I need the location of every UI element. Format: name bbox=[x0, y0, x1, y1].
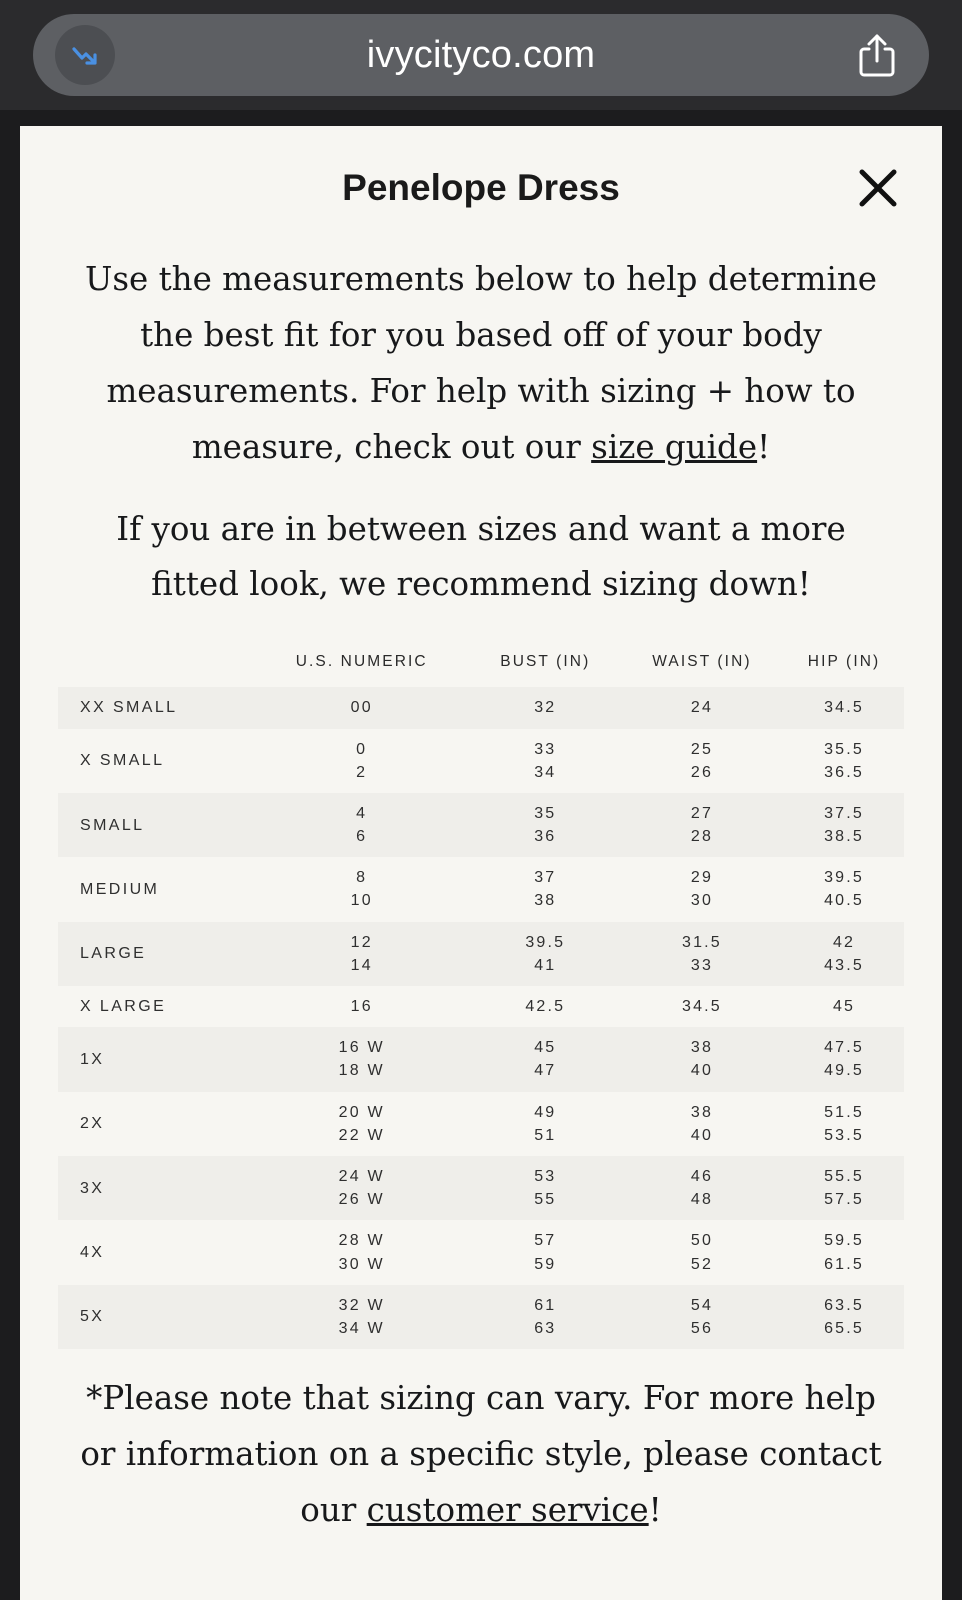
cell-hip: 51.5 53.5 bbox=[824, 1103, 865, 1144]
cell-numeric: 24 W 26 W bbox=[338, 1167, 385, 1209]
cell-hip: 55.5 57.5 bbox=[824, 1167, 865, 1209]
intro-paragraph-1 bbox=[72, 252, 890, 476]
customer-service-link[interactable]: customer service bbox=[366, 1490, 649, 1529]
size-guide-link[interactable]: size guide bbox=[591, 427, 758, 466]
cell-bust: 45 47 bbox=[534, 1039, 557, 1080]
cell-numeric: 20 W 22 W bbox=[338, 1103, 385, 1144]
table-row bbox=[58, 986, 904, 1027]
cell-numeric: 00 bbox=[350, 699, 373, 717]
browser-toolbar bbox=[0, 0, 962, 110]
cell-bust: 35 36 bbox=[534, 804, 557, 846]
size-chart-head bbox=[58, 643, 904, 687]
row-label: XX SMALL bbox=[80, 699, 178, 717]
cell-waist: 31.5 33 bbox=[681, 933, 722, 974]
cell-bust: 49 51 bbox=[534, 1103, 557, 1144]
intro-text-after: ! bbox=[757, 427, 771, 466]
cell-numeric: 4 6 bbox=[356, 804, 368, 846]
table-row bbox=[58, 1220, 904, 1284]
footnote-text-after: ! bbox=[648, 1490, 662, 1529]
table-row bbox=[58, 793, 904, 857]
column-header-hip: HIP (IN) bbox=[807, 653, 881, 671]
table-row bbox=[58, 729, 904, 793]
share-icon[interactable] bbox=[847, 25, 907, 85]
table-row bbox=[58, 857, 904, 921]
cell-waist: 38 40 bbox=[690, 1103, 714, 1144]
row-label: 5X bbox=[80, 1308, 105, 1326]
cell-bust: 61 63 bbox=[534, 1296, 557, 1337]
cell-waist: 27 28 bbox=[690, 804, 714, 846]
table-row bbox=[58, 1027, 904, 1091]
table-row bbox=[58, 922, 904, 986]
cell-bust: 37 38 bbox=[534, 869, 557, 910]
cell-bust: 57 59 bbox=[534, 1232, 557, 1273]
chart-down-icon[interactable] bbox=[55, 25, 115, 85]
cell-waist: 50 52 bbox=[690, 1232, 714, 1273]
cell-waist: 38 40 bbox=[690, 1039, 714, 1080]
cell-bust: 33 34 bbox=[534, 740, 557, 781]
cell-hip: 34.5 bbox=[824, 699, 865, 717]
table-row bbox=[58, 1285, 904, 1349]
table-row bbox=[58, 687, 904, 728]
cell-hip: 37.5 38.5 bbox=[824, 804, 865, 846]
cell-numeric: 8 10 bbox=[350, 869, 373, 910]
modal-header bbox=[58, 160, 904, 224]
intro-text-before: Use the measurements below to help determine the best fit for you based off of your body measurements. For help with sizing + how to measure, check out our bbox=[84, 260, 878, 466]
cell-numeric: 12 14 bbox=[350, 933, 373, 974]
cell-waist: 46 48 bbox=[690, 1167, 714, 1209]
row-label: 4X bbox=[80, 1243, 105, 1261]
row-label: X SMALL bbox=[80, 752, 165, 770]
column-header-numeric: U.S. NUMERIC bbox=[295, 653, 428, 671]
cell-hip: 39.5 40.5 bbox=[824, 869, 865, 910]
row-label: 3X bbox=[80, 1179, 105, 1197]
size-chart-modal bbox=[20, 126, 942, 1600]
footnote-text bbox=[64, 1371, 898, 1539]
cell-waist: 24 bbox=[690, 699, 714, 717]
cell-hip: 63.5 65.5 bbox=[824, 1296, 865, 1337]
url-text[interactable]: ivycityco.com bbox=[366, 33, 596, 76]
cell-hip: 47.5 49.5 bbox=[824, 1039, 865, 1080]
row-label: 1X bbox=[80, 1050, 105, 1068]
size-chart-body bbox=[58, 687, 904, 1349]
row-label: MEDIUM bbox=[80, 880, 160, 898]
table-header-row bbox=[58, 643, 904, 687]
close-icon[interactable] bbox=[854, 164, 902, 212]
row-label: 2X bbox=[80, 1115, 105, 1133]
row-label: LARGE bbox=[80, 945, 147, 963]
cell-waist: 29 30 bbox=[690, 869, 714, 910]
cell-bust: 42.5 bbox=[525, 998, 566, 1016]
cell-hip: 42 43.5 bbox=[824, 933, 865, 974]
cell-numeric: 28 W 30 W bbox=[338, 1232, 385, 1273]
address-bar[interactable] bbox=[33, 14, 929, 96]
column-header-bust: BUST (IN) bbox=[500, 653, 591, 671]
cell-bust: 32 bbox=[534, 699, 557, 717]
footnote-text-before: *Please note that sizing can vary. For more help or information on a specific style, please contact our bbox=[80, 1379, 882, 1529]
column-header-waist: WAIST (IN) bbox=[652, 653, 752, 671]
table-row bbox=[58, 1156, 904, 1220]
cell-numeric: 16 bbox=[350, 998, 373, 1016]
table-row bbox=[58, 1092, 904, 1156]
cell-numeric: 0 2 bbox=[356, 740, 368, 781]
intro-paragraph-2: If you are in between sizes and want a more fitted look, we recommend sizing down! bbox=[116, 509, 846, 604]
cell-hip: 59.5 61.5 bbox=[824, 1232, 865, 1273]
cell-hip: 35.5 36.5 bbox=[824, 740, 865, 781]
row-label: X LARGE bbox=[80, 998, 167, 1016]
cell-bust: 53 55 bbox=[534, 1167, 557, 1209]
cell-hip: 45 bbox=[832, 998, 856, 1016]
cell-waist: 25 26 bbox=[690, 740, 714, 781]
page-content bbox=[0, 110, 962, 1600]
cell-waist: 54 56 bbox=[690, 1296, 714, 1337]
size-chart-table bbox=[58, 643, 904, 1349]
page-title: Penelope Dress bbox=[342, 167, 620, 208]
cell-numeric: 32 W 34 W bbox=[338, 1296, 385, 1337]
cell-numeric: 16 W 18 W bbox=[338, 1039, 385, 1080]
cell-waist: 34.5 bbox=[681, 998, 722, 1016]
row-label: SMALL bbox=[80, 816, 145, 834]
column-header-size bbox=[58, 643, 253, 687]
intro-text bbox=[72, 252, 890, 613]
cell-bust: 39.5 41 bbox=[525, 933, 566, 974]
